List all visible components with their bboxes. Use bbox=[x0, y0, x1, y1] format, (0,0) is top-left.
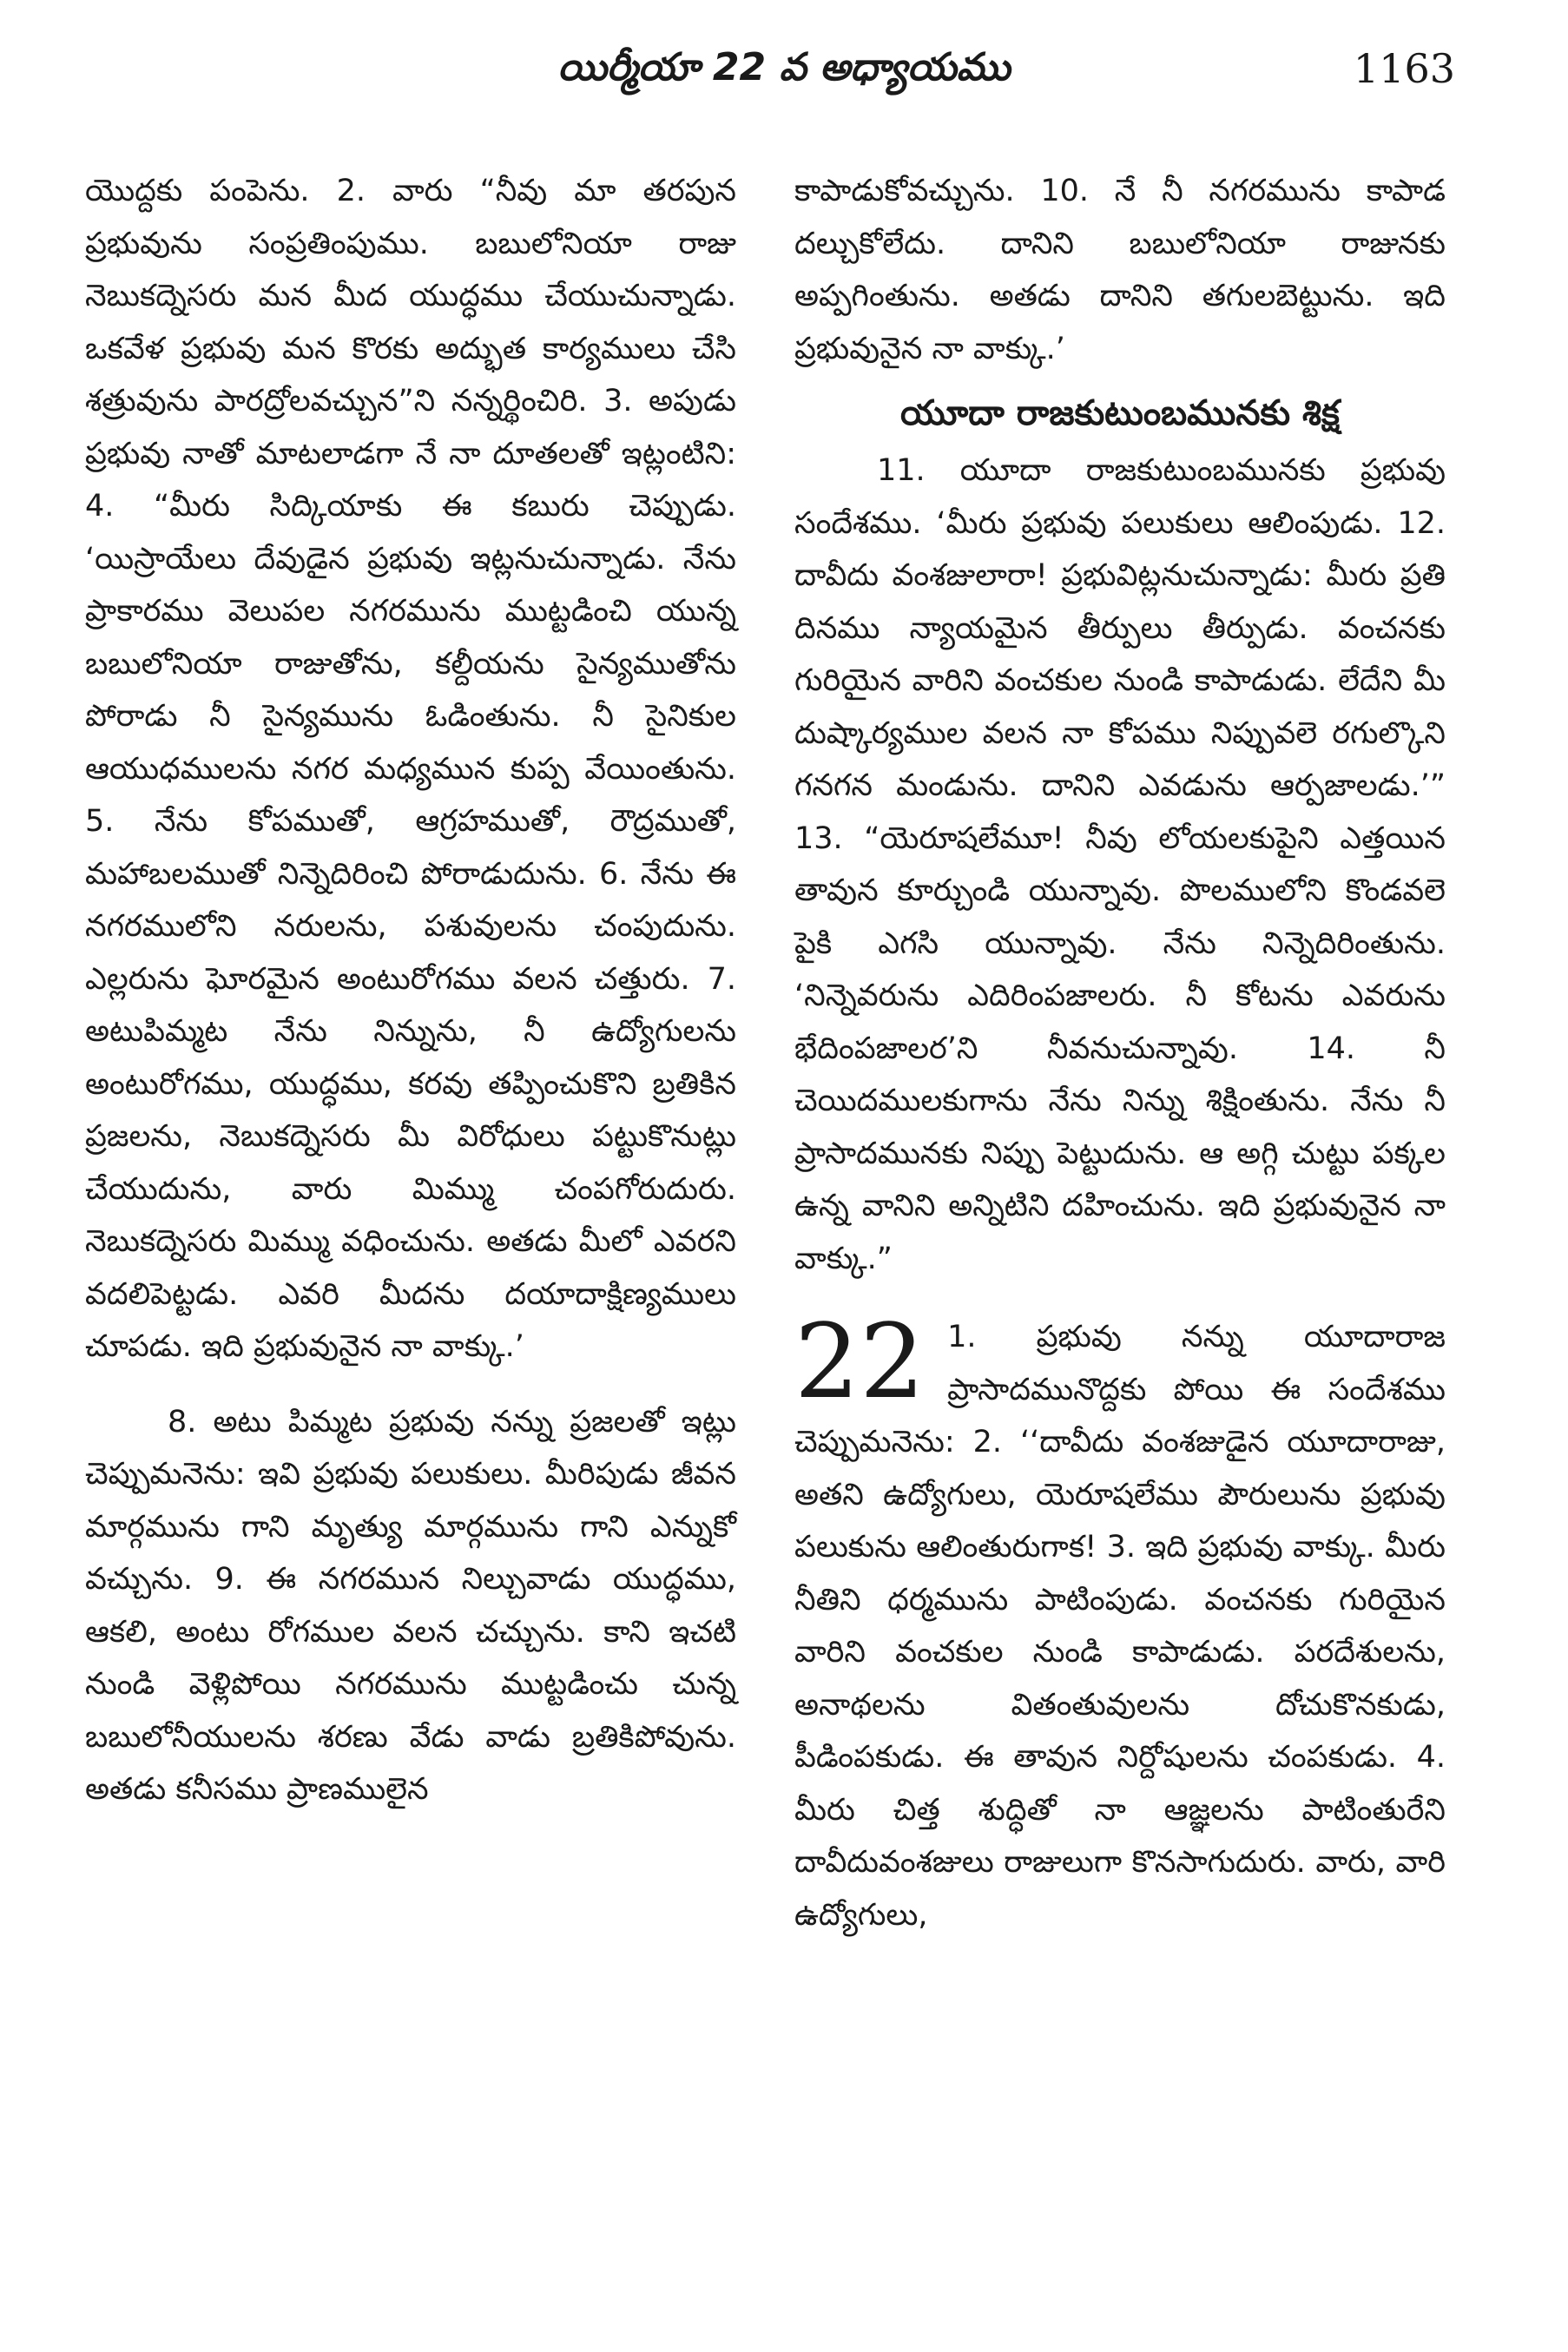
page-number: 1163 bbox=[1353, 45, 1455, 92]
body-paragraph: 11. యూదా రాజకుటుంబమునకు ప్రభువు సందేశము. ‘మీరు ప్రభువు పలుకులు ఆలింపుడు. 12. దావీదు వంశజులారా! ప్రభువిట్లనుచున్నాడు: మీరు ప్రతి దినము న్యాయమైన తీర్పులు తీర్పుడు. వంచనకు గురియైన వారిని వంచకుల నుండి కాపాడుడు. లేదేని మీ దుష్కార్యముల వలన నా కోపము నిప్పువలె రగుల్కొని గనగన మండును. దానిని ఎవడును ఆర్పజాలడు.’” 13. “యెరూషలేమూ! నీవు లోయలకుపైని ఎత్తయిన తావున కూర్చుండి యున్నావు. పొలములోని కొండవలె పైకి ఎగసి యున్నావు. నేను నిన్నెదిరింతును. ‘నిన్నెవరును ఎదిరింపజాలరు. నీ కోటను ఎవరును భేదింపజాలర’ని నీవనుచున్నావు. 14. నీ చెయిదములకుగాను నేను నిన్ను శిక్షింతును. నేను నీ ప్రాసాదమునకు నిప్పు పెట్టుదును. ఆ అగ్గి చుట్టు పక్కల ఉన్న వానిని అన్నిటిని దహించును. ఇది ప్రభువునైన నా వాక్కు.” bbox=[794, 453, 1446, 1276]
chapter-text: 1. ప్రభువు నన్ను యూదారాజ ప్రాసాదమునొద్దకు పోయి ఈ సందేశము చెప్పుమనెను: 2. ‘‘దావీదు వంశజుడైన యూదారాజు, అతని ఉద్యోగులు, యెరూషలేము పౌరులును ప్రభువు పలుకును ఆలింతురుగాక! 3. ఇది ప్రభువు వాక్కు. మీరు నీతిని ధర్మమును పాటింపుడు. వంచనకు గురియైన వారిని వంచకుల నుండి కాపాడుడు. పరదేశులను, అనాథలను వితంతువులను దోచుకొనకుడు, పీడింపకుడు. ఈ తావున నిర్దోషులను చంపకుడు. 4. మీరు చిత్త శుద్ధితో నా ఆజ్ఞలను పాటింతురేని దావీదువంశజులు రాజులుగా కొనసాగుదురు. వారు, వారి ఉద్యోగులు, bbox=[794, 1320, 1446, 1933]
section-heading: యూదా రాజకుటుంబమునకు శిక్ష bbox=[900, 393, 1340, 433]
right-column bbox=[794, 165, 1446, 1941]
body-paragraph: యొద్దకు పంపెను. 2. వారు “నీవు మా తరపున ప్రభువును సంప్రతింపుము. బబులోనియా రాజు నెబుకద్నెసరు మన మీద యుద్ధము చేయుచున్నాడు. ఒకవేళ ప్రభువు మన కొరకు అద్భుత కార్యములు చేసి శత్రువును పారద్రోలవచ్చున”ని నన్నర్థించిరి. 3. అపుడు ప్రభువు నాతో మాటలాడగా నే నా దూతలతో ఇట్లంటిని: 4. “మీరు సిద్కియాకు ఈ కబురు చెప్పుడు. ‘యిస్రాయేలు దేవుడైన ప్రభువు ఇట్లనుచున్నాడు. నేను ప్రాకారము వెలుపల నగరమును ముట్టడించి యున్న బబులోనియా రాజుతోను, కల్దీయను సైన్యముతోను పోరాడు నీ సైన్యమును ఓడింతును. నీ సైనికుల ఆయుధములను నగర మధ్యమున కుప్ప వేయింతును. 5. నేను కోపముతో, ఆగ్రహముతో, రౌద్రముతో, మహాబలముతో నిన్నెదిరించి పోరాడుదును. 6. నేను ఈ నగరములోని నరులను, పశువులను చంపుదును. ఎల్లరును ఘోరమైన అంటురోగము వలన చత్తురు. 7. అటుపిమ్మట నేను నిన్నును, నీ ఉద్యోగులను అంటురోగము, యుద్ధము, కరవు తప్పించుకొని బ్రతికిన ప్రజలను, నెబుకద్నెసరు మీ విరోధులు పట్టుకొనుట్లు చేయుదును, వారు మిమ్ము చంపగోరుదురు. నెబుకద్నెసరు మిమ్ము వధించును. అతడు మీలో ఎవరని వదలిపెట్టడు. ఎవరి మీదను దయాదాక్షిణ్యములు చూపడు. ఇది ప్రభువునైన నా వాక్కు.’ bbox=[85, 174, 736, 1364]
chapter-opening-paragraph bbox=[794, 1301, 1446, 1941]
page-title: యిర్మీయా 22 వ అధ్యాయము bbox=[557, 45, 1011, 89]
body-paragraph: 8. అటు పిమ్మట ప్రభువు నన్ను ప్రజలతో ఇట్లు చెప్పుమనెను: ఇవి ప్రభువు పలుకులు. మీరిపుడు జీవన మార్గమును గాని మృత్యు మార్గమును గాని ఎన్నుకో వచ్చును. 9. ఈ నగరమున నిల్చువాడు యుద్ధము, ఆకలి, అంటు రోగముల వలన చచ్చును. కాని ఇచటి నుండి వెళ్లిపోయి నగరమును ముట్టడించు చున్న బబులోనీయులను శరణు వేడు వాడు బ్రతికిపోవును. అతడు కనీసము ప్రాణములైన bbox=[85, 1404, 736, 1807]
running-header bbox=[0, 38, 1568, 108]
left-column bbox=[85, 165, 736, 1816]
chapter-number: 22 bbox=[794, 1301, 926, 1421]
body-paragraph: కాపాడుకోవచ్చును. 10. నే నీ నగరమును కాపాడ దల్చుకోలేదు. దానిని బబులోనియా రాజునకు అప్పగింతును. అతడు దానిని తగులబెట్టును. ఇది ప్రభువునైన నా వాక్కు.’ bbox=[794, 174, 1446, 366]
